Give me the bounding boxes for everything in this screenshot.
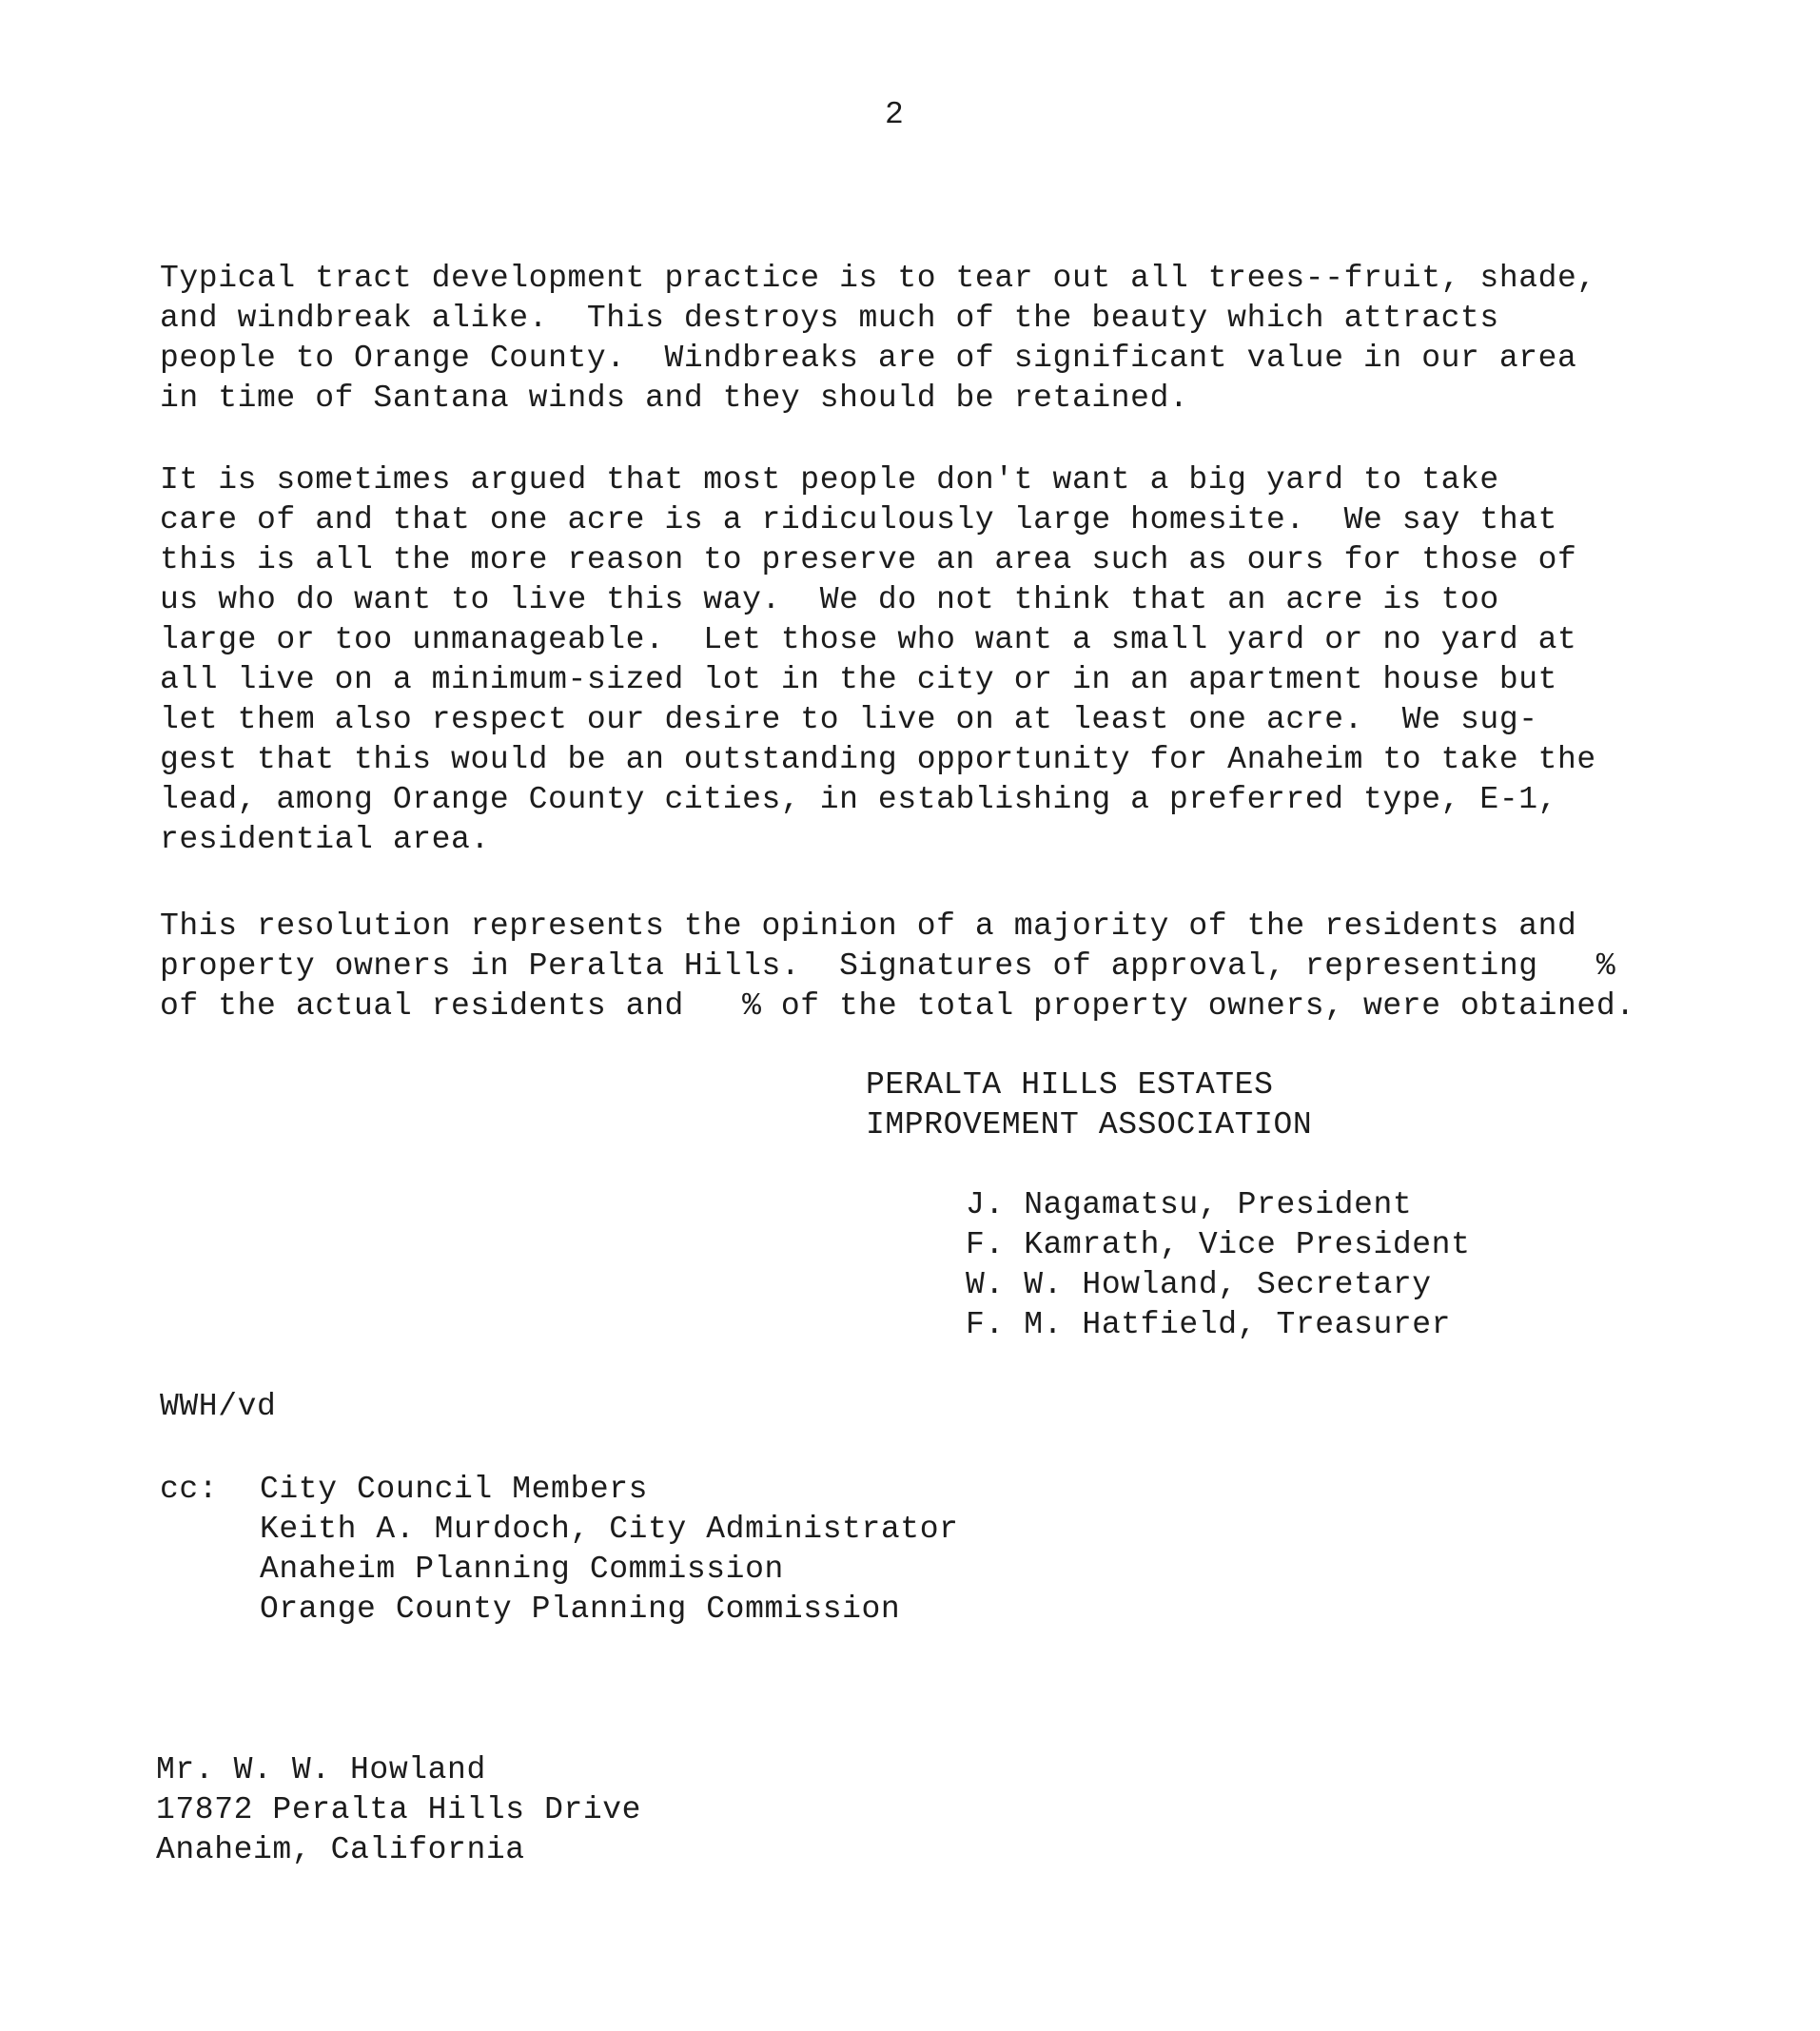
paragraph-line: property owners in Peralta Hills. Signatures of approval, representing % bbox=[160, 948, 1616, 984]
officer-list bbox=[966, 1185, 1470, 1345]
cc-recipient: Orange County Planning Commission bbox=[260, 1592, 901, 1627]
paragraph-line: Typical tract development practice is to tear out all trees--fruit, shade, bbox=[160, 261, 1596, 296]
paragraph-line: people to Orange County. Windbreaks are of significant value in our area bbox=[160, 341, 1577, 376]
paragraph-line: residential area. bbox=[160, 822, 490, 857]
paragraph-windbreaks bbox=[160, 259, 1596, 419]
carbon-copy-block bbox=[160, 1470, 959, 1630]
paragraph-line: care of and that one acre is a ridiculously large homesite. We say that bbox=[160, 502, 1558, 537]
organization-name-line-2: IMPROVEMENT ASSOCIATION bbox=[866, 1107, 1313, 1142]
address-street: 17872 Peralta Hills Drive bbox=[156, 1792, 642, 1827]
paragraph-line: all live on a minimum-sized lot in the city or in an apartment house but bbox=[160, 662, 1558, 697]
cc-recipient-list bbox=[260, 1470, 959, 1630]
officer-secretary: W. W. Howland, Secretary bbox=[966, 1267, 1432, 1302]
organization-name-line-1: PERALTA HILLS ESTATES bbox=[866, 1067, 1274, 1103]
paragraph-line: It is sometimes argued that most people don't want a big yard to take bbox=[160, 462, 1499, 498]
reference-initials: WWH/vd bbox=[160, 1389, 277, 1424]
paragraph-resolution bbox=[160, 907, 1635, 1026]
cc-label: cc: bbox=[160, 1472, 219, 1507]
paragraph-line: us who do want to live this way. We do not think that an acre is too bbox=[160, 582, 1499, 617]
paragraph-line: This resolution represents the opinion of a majority of the residents and bbox=[160, 908, 1577, 944]
paragraph-line: in time of Santana winds and they should be retained. bbox=[160, 381, 1189, 416]
return-address bbox=[156, 1750, 641, 1870]
paragraph-line: let them also respect our desire to live on at least one acre. We sug- bbox=[160, 702, 1538, 737]
page-number: 2 bbox=[885, 97, 904, 132]
paragraph-acre-lots bbox=[160, 460, 1596, 860]
paragraph-line: lead, among Orange County cities, in establishing a preferred type, E-1, bbox=[160, 782, 1558, 817]
officer-vice-president: F. Kamrath, Vice President bbox=[966, 1227, 1471, 1262]
cc-recipient: City Council Members bbox=[260, 1472, 649, 1507]
officer-treasurer: F. M. Hatfield, Treasurer bbox=[966, 1307, 1452, 1342]
paragraph-line: of the actual residents and % of the total property owners, were obtained. bbox=[160, 988, 1635, 1024]
address-name: Mr. W. W. Howland bbox=[156, 1752, 486, 1787]
paragraph-line: and windbreak alike. This destroys much of the beauty which attracts bbox=[160, 301, 1499, 336]
address-city: Anaheim, California bbox=[156, 1832, 525, 1867]
paragraph-line: large or too unmanageable. Let those who want a small yard or no yard at bbox=[160, 622, 1577, 657]
officer-president: J. Nagamatsu, President bbox=[966, 1187, 1413, 1222]
cc-recipient: Anaheim Planning Commission bbox=[260, 1552, 784, 1587]
reference-initials-block bbox=[160, 1387, 276, 1427]
paragraph-line: this is all the more reason to preserve an area such as ours for those of bbox=[160, 542, 1577, 577]
paragraph-line: gest that this would be an outstanding opportunity for Anaheim to take the bbox=[160, 742, 1596, 777]
cc-recipient: Keith A. Murdoch, City Administrator bbox=[260, 1512, 959, 1547]
signature-organization bbox=[866, 1065, 1312, 1145]
